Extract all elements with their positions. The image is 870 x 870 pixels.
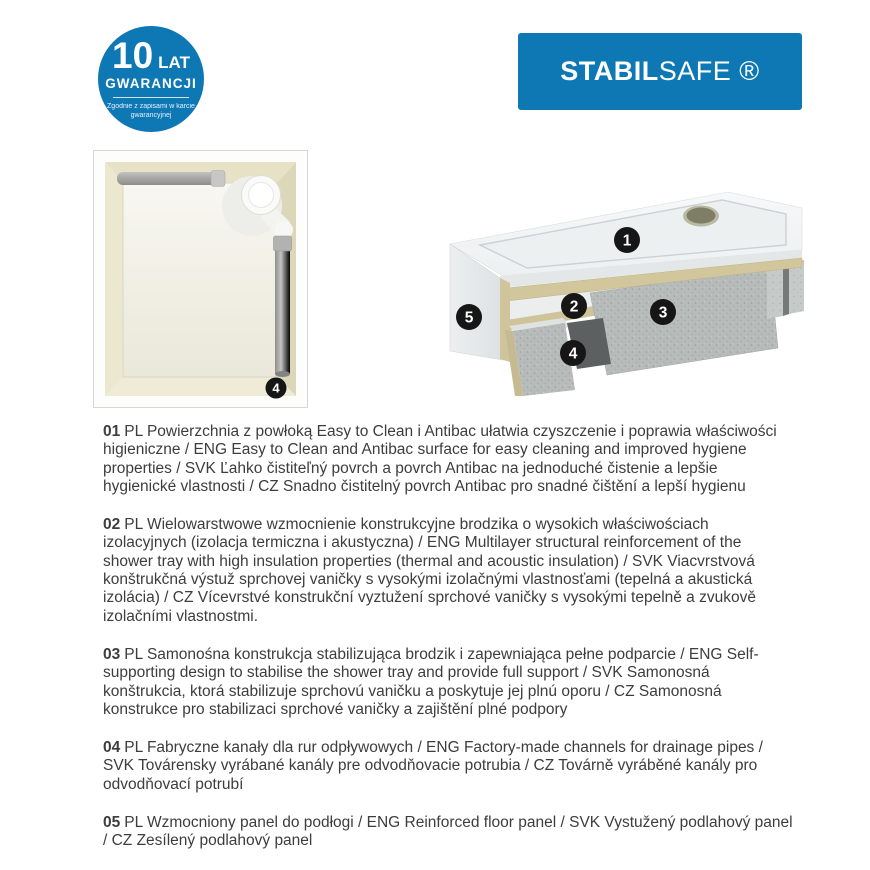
callout-4-bottom-view-label: 4 [272,380,280,396]
feature-01 [103,423,795,496]
warranty-unit: LAT [158,53,190,73]
badge-divider [113,97,189,98]
feature-01-number: 01 [103,423,121,440]
tray-cutaway-diagram [435,168,810,398]
warranty-note-line1: Zgodnie z zapisami w karcie [107,102,195,110]
feature-03-text: PL Samonośna konstrukcja stabilizująca brodzik i zapewniająca pełne podparcie / ENG Self-supporting design to stabilise the shower tray and provide full support / SVK Samonosná konštrukcia, ktorá stabilizuje sprchovú vaničku a poskytuje jej plnú oporu / CZ Samonosná konstrukce pro stabilizaci sprchové vaničky a zajištění plné podpory [103,645,759,718]
callout-1-label: 1 [622,232,632,250]
drain-hole [687,208,716,224]
feature-02-number: 02 [103,516,121,534]
callout-1 [614,227,640,253]
feature-05-text: PL Wzmocniony panel do podłogi / ENG Reinforced floor panel / SVK Vystužený podlahový panel / CZ Zesílený podlahový panel [103,814,793,850]
feature-05-number: 05 [103,814,121,832]
feature-04-text: PL Fabryczne kanały dla rur odpływowych / ENG Factory-made channels for drainage pipes / SVK Továrensky vyrábané kanály pre odvodňovacie potrubia / CZ Továrně vyráběné kanály pro odvodňovací potrubí [103,739,763,793]
feature-04 [103,739,795,794]
feature-03 [103,646,795,719]
warranty-note-line2: gwarancyjnej [130,112,172,120]
warranty-years [112,35,190,77]
warranty-value: 10 [112,35,154,77]
brand-name-bold: STABIL [560,56,659,86]
callout-2-label: 2 [569,298,579,316]
feature-02-text: PL Wielowarstwowe wzmocnienie konstrukcyjne brodzika o wysokich właściwościach izolacyjnych (izolacja termiczna i akustyczna) / ENG Multilayer structural reinforcement of the shower tray with high insulation properties (thermal and acoustic insulation) / SVK Viacvrstvová konštrukčná výstuž sprchovej vaničky s vysokými izolačnými vlastnosťami (tepelná a akustická izolácia) / CZ Vícevrstvé konstrukční vyztužení sprchové vaničky s vysokými tepelně a zvukově izolačními vlastnostmi. [103,516,756,625]
warranty-badge [98,26,204,132]
callout-4-bottom-view [266,378,287,399]
brand-name-rest: SAFE ® [658,56,760,86]
callout-5-label: 5 [464,309,474,327]
callout-5 [456,304,482,330]
feature-05 [103,814,795,851]
callout-2 [561,293,587,319]
drain-pipe-vertical [274,236,292,377]
drain-pipe-horizontal [117,171,225,187]
feature-02 [103,516,795,626]
feature-01-text: PL Powierzchnia z powłoką Easy to Clean i Antibac ułatwia czyszczenie i poprawia właściwości higieniczne / ENG Easy to Clean and Antibac surface for easy cleaning and improved hygiene properties / SVK Ľahko čistiteľný povrch a povrch Antibac na jednoduché čistenie a lepšie hygienické vlastnosti / CZ Snadno čistitelný povrch Antibac pro snadné čištění a lepší hygienu [103,423,777,495]
stabilsafe-banner [518,33,802,110]
tray-bottom-view-photo [93,150,308,408]
warranty-note [107,102,195,121]
feature-04-number: 04 [103,739,121,757]
feature-03-number: 03 [103,645,121,663]
callout-3 [650,299,676,325]
warranty-title: GWARANCJI [105,76,197,92]
callout-4 [560,340,586,366]
callout-3-label: 3 [658,304,668,322]
feature-list [103,423,795,870]
callout-4-label: 4 [568,345,578,363]
